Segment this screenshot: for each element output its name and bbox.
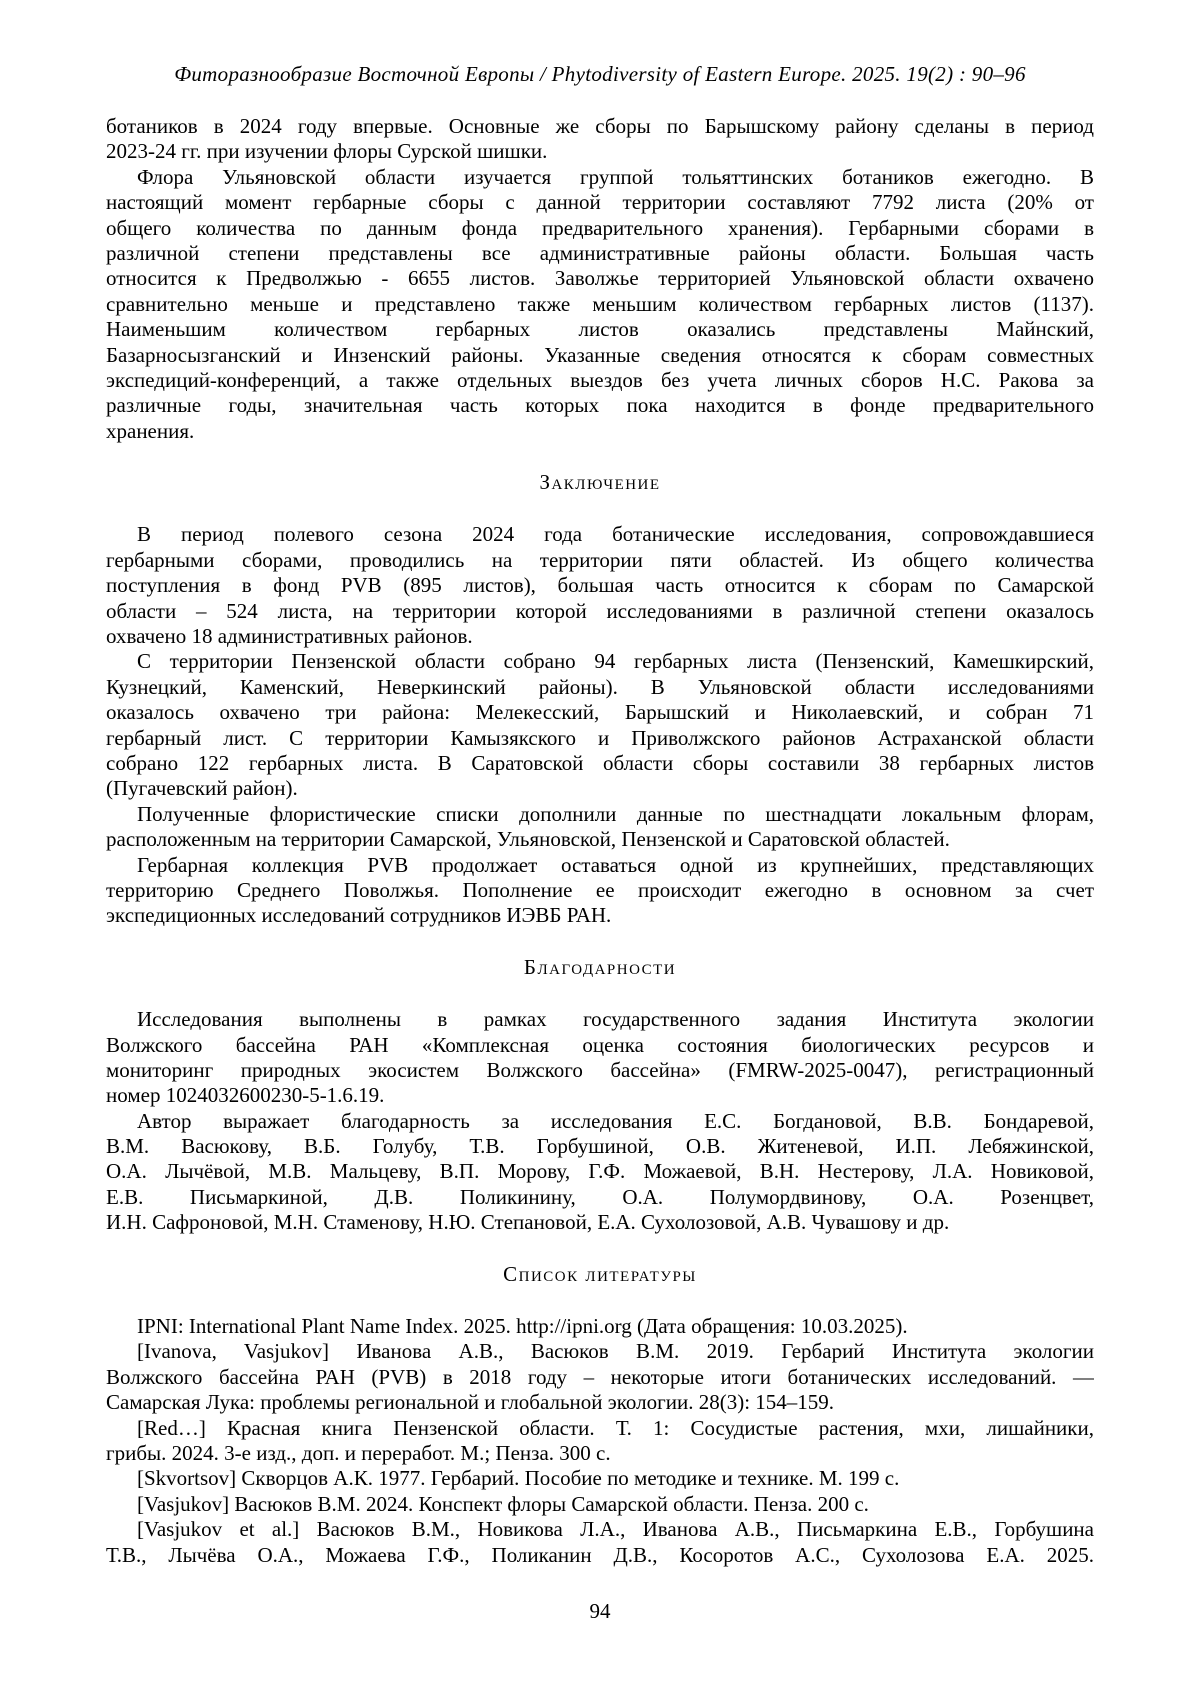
text-line: Базарносызганский и Инзенский районы. Указанные сведения относятся к сборам совместных bbox=[106, 342, 1094, 367]
text-line: Автор выражает благодарность за исследования Е.С. Богдановой, В.В. Бондаревой, bbox=[137, 1108, 1094, 1133]
text-line: [Ivanova, Vasjukov] Иванова А.В., Васюков В.М. 2019. Гербарий Института экологии bbox=[137, 1339, 1094, 1364]
text-line: Исследования выполнены в рамках государственного задания Института экологии bbox=[137, 1007, 1094, 1032]
paragraph bbox=[106, 1314, 1094, 1339]
text-line: Наименьшим количеством гербарных листов оказались представлены Майнский, bbox=[106, 317, 1094, 342]
text-line: мониторинг природных экосистем Волжского бассейна» (FMRW-2025-0047), регистрационный bbox=[106, 1057, 1094, 1082]
text-line: Волжского бассейна РАН «Комплексная оценка состояния биологических ресурсов и bbox=[106, 1032, 1094, 1057]
running-head: Фиторазнообразие Восточной Европы / Phytodiversity of Eastern Europe. 2025. 19(2) : 90–96 bbox=[174, 62, 1026, 86]
text-line: охвачено 18 административных районов. bbox=[106, 624, 473, 649]
text-line: И.Н. Сафроновой, М.Н. Стаменову, Н.Ю. Степановой, Е.А. Сухолозовой, А.В. Чувашову и др. bbox=[106, 1210, 950, 1235]
text-line: 2023-24 гг. при изучении флоры Сурской шишки. bbox=[106, 139, 548, 164]
text-line: относится к Предволжью - 6655 листов. Заволжье территорией Ульяновской области охвачено bbox=[106, 266, 1094, 291]
text-line: области – 524 листа, на территории которой исследованиями в различной степени оказалось bbox=[106, 598, 1094, 623]
text-line: [Skvortsov] Скворцов А.К. 1977. Гербарий. Пособие по методике и технике. М. 199 с. bbox=[137, 1466, 900, 1491]
text-line: [Red…] Красная книга Пензенской области. Т. 1: Сосудистые растения, мхи, лишайники, bbox=[137, 1415, 1094, 1440]
text-line: [Vasjukov et al.] Васюков В.М., Новикова Л.А., Иванова А.В., Письмаркина Е.В., Горбушина bbox=[137, 1517, 1094, 1542]
paragraph bbox=[106, 1007, 1094, 1109]
text-line: В.М. Васюкову, В.Б. Голубу, Т.В. Горбушиной, О.В. Житеневой, И.П. Лебяжинской, bbox=[106, 1134, 1094, 1159]
text-line: Полученные флористические списки дополнили данные по шестнадцати локальным флорам, bbox=[137, 801, 1094, 826]
text-line: территорию Среднего Поволжья. Пополнение ее происходит ежегодно в основном за счет bbox=[106, 877, 1094, 902]
section-heading: Список литературы bbox=[503, 1261, 697, 1286]
text-line: общего количества по данным фонда предварительного хранения). Гербарными сборами в bbox=[106, 215, 1094, 240]
text-line: IPNI: International Plant Name Index. 2025. http://ipni.org (Дата обращения: 10.03.2025). bbox=[137, 1314, 908, 1339]
text-line: Кузнецкий, Каменский, Неверкинский районы). В Ульяновской области исследованиями bbox=[106, 674, 1094, 699]
paragraph bbox=[106, 853, 1094, 929]
paragraph bbox=[106, 522, 1094, 649]
text-column bbox=[106, 0, 1094, 1568]
text-line: оказалось охвачено три района: Мелекесский, Барышский и Николаевский, и собран 71 bbox=[106, 700, 1094, 725]
text-line: различные годы, значительная часть которых пока находится в фонде предварительного bbox=[106, 393, 1094, 418]
text-line: сравнительно меньше и представлено также меньшим количеством гербарных листов (1137). bbox=[106, 291, 1094, 316]
paragraph bbox=[106, 114, 1094, 165]
text-line: [Vasjukov] Васюков В.М. 2024. Конспект флоры Самарской области. Пенза. 200 с. bbox=[137, 1491, 869, 1516]
paragraph bbox=[106, 1339, 1094, 1415]
text-line: ботаников в 2024 году впервые. Основные же сборы по Барышскому району сделаны в период bbox=[106, 114, 1094, 138]
text-line: гербарными сборами, проводились на территории пяти областей. Из общего количества bbox=[106, 547, 1094, 572]
paragraph bbox=[106, 1492, 1094, 1517]
text-line: расположенным на территории Самарской, Ульяновской, Пензенской и Саратовской областей. bbox=[106, 827, 950, 852]
text-line: поступления в фонд PVB (895 листов), большая часть относится к сборам по Самарской bbox=[106, 573, 1094, 598]
text-line: Самарская Лука: проблемы региональной и глобальной экологии. 28(3): 154–159. bbox=[106, 1390, 835, 1415]
text-line: С территории Пензенской области собрано 94 гербарных листа (Пензенский, Камешкирский, bbox=[137, 649, 1094, 674]
text-line: Гербарная коллекция PVB продолжает оставаться одной из крупнейших, представляющих bbox=[137, 852, 1094, 877]
paragraph bbox=[106, 1466, 1094, 1491]
text-line: О.А. Лычёвой, М.В. Мальцеву, В.П. Морову, Г.Ф. Можаевой, В.Н. Нестерову, Л.А. Новиковой, bbox=[106, 1159, 1094, 1184]
paragraph bbox=[106, 165, 1094, 444]
text-line: Волжского бассейна РАН (PVB) в 2018 году – некоторые итоги ботанических исследований. — bbox=[106, 1364, 1094, 1389]
text-line: Флора Ульяновской области изучается группой тольяттинских ботаников ежегодно. В bbox=[137, 164, 1094, 189]
paragraph bbox=[106, 1416, 1094, 1467]
section-heading: Благодарности bbox=[523, 954, 677, 979]
text-line: грибы. 2024. 3-е изд., доп. и переработ. М.; Пенза. 300 с. bbox=[106, 1441, 611, 1466]
text-line: номер 1024032600230-5-1.6.19. bbox=[106, 1083, 385, 1108]
page-number: 94 bbox=[589, 1599, 611, 1623]
section-heading: Заключение bbox=[539, 470, 661, 495]
paragraph bbox=[106, 1517, 1094, 1568]
text-line: гербарный лист. С территории Камызякского и Приволжского районов Астраханской области bbox=[106, 725, 1094, 750]
paragraph bbox=[106, 1109, 1094, 1236]
paragraph bbox=[106, 802, 1094, 853]
text-line: хранения. bbox=[106, 418, 195, 443]
text-line: экспедиционных исследований сотрудников ИЭВБ РАН. bbox=[106, 903, 612, 928]
text-line: В период полевого сезона 2024 года ботанические исследования, сопровождавшиеся bbox=[137, 522, 1094, 547]
text-line: различной степени представлены все административные районы области. Большая часть bbox=[106, 240, 1094, 265]
text-line: собрано 122 гербарных листа. В Саратовской области сборы составили 38 гербарных листов bbox=[106, 751, 1094, 775]
text-line: экспедиций-конференций, а также отдельных выездов без учета личных сборов Н.С. Ракова за bbox=[106, 367, 1094, 392]
text-line: (Пугачевский район). bbox=[106, 776, 298, 801]
text-line: Т.В., Лычёва О.А., Можаева Г.Ф., Поликанин Д.В., Косоротов А.С., Сухолозова Е.А. 2025. bbox=[106, 1542, 1094, 1567]
text-line: настоящий момент гербарные сборы с данной территории составляют 7792 листа (20% от bbox=[106, 190, 1094, 215]
paragraph bbox=[106, 649, 1094, 801]
text-line: Е.В. Письмаркиной, Д.В. Поликинину, О.А. Полумордвинову, О.А. Розенцвет, bbox=[106, 1184, 1094, 1209]
